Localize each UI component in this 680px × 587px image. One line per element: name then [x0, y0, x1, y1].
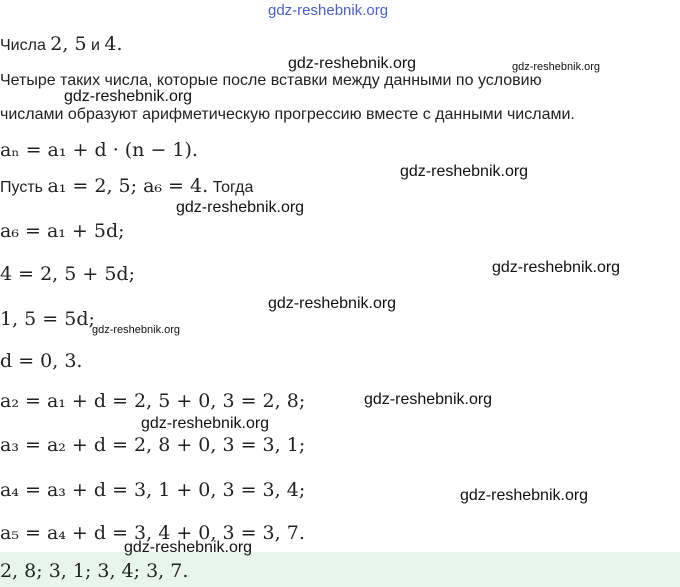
- numbers-line: [0, 33, 123, 55]
- task-line-1: Четыре таких числа, которые после вставки между данными по условию: [0, 72, 542, 89]
- then-label: Тогда: [212, 179, 254, 196]
- numbers-and: и: [91, 37, 100, 54]
- watermark: gdz-reshebnik.org: [288, 55, 417, 72]
- let-math: a₁ = 2, 5; a₆ = 4.: [47, 175, 209, 197]
- watermark: gdz-reshebnik.org: [364, 391, 493, 408]
- numbers-math: 2, 5: [50, 33, 87, 55]
- watermark: gdz-reshebnik.org: [176, 199, 305, 216]
- equation-1: a₆ = a₁ + 5d;: [0, 220, 125, 242]
- let-label: Пусть: [0, 179, 43, 196]
- task-line-2: числами образуют арифметическую прогрессию вместе с данными числами.: [0, 106, 575, 123]
- watermark: gdz-reshebnik.org: [492, 259, 621, 276]
- equation-3: 1, 5 = 5d;: [0, 308, 95, 330]
- numbers-label: Числа: [0, 37, 46, 54]
- formula: aₙ = a₁ + d · (n − 1).: [0, 139, 198, 161]
- watermark: gdz-reshebnik.org: [460, 487, 589, 504]
- let-line: [0, 175, 253, 197]
- header-watermark: gdz-reshebnik.org: [268, 2, 389, 19]
- equation-8: a₅ = a₄ + d = 3, 4 + 0, 3 = 3, 7.: [0, 522, 305, 544]
- watermark: gdz-reshebnik.org: [141, 415, 270, 432]
- watermark: gdz-reshebnik.org: [512, 61, 601, 73]
- watermark: gdz-reshebnik.org: [400, 163, 529, 180]
- numbers-math2: 4.: [104, 33, 123, 55]
- watermark: gdz-reshebnik.org: [268, 295, 397, 312]
- equation-4: d = 0, 3.: [0, 350, 83, 372]
- watermark: gdz-reshebnik.org: [124, 539, 253, 556]
- equation-6: a₃ = a₂ + d = 2, 8 + 0, 3 = 3, 1;: [0, 434, 306, 456]
- watermark: gdz-reshebnik.org: [92, 324, 181, 336]
- equation-2: 4 = 2, 5 + 5d;: [0, 263, 135, 285]
- watermark: gdz-reshebnik.org: [64, 88, 193, 105]
- equation-5: a₂ = a₁ + d = 2, 5 + 0, 3 = 2, 8;: [0, 390, 306, 412]
- answer: 2, 8; 3, 1; 3, 4; 3, 7.: [0, 560, 189, 582]
- equation-7: a₄ = a₃ + d = 3, 1 + 0, 3 = 3, 4;: [0, 479, 306, 501]
